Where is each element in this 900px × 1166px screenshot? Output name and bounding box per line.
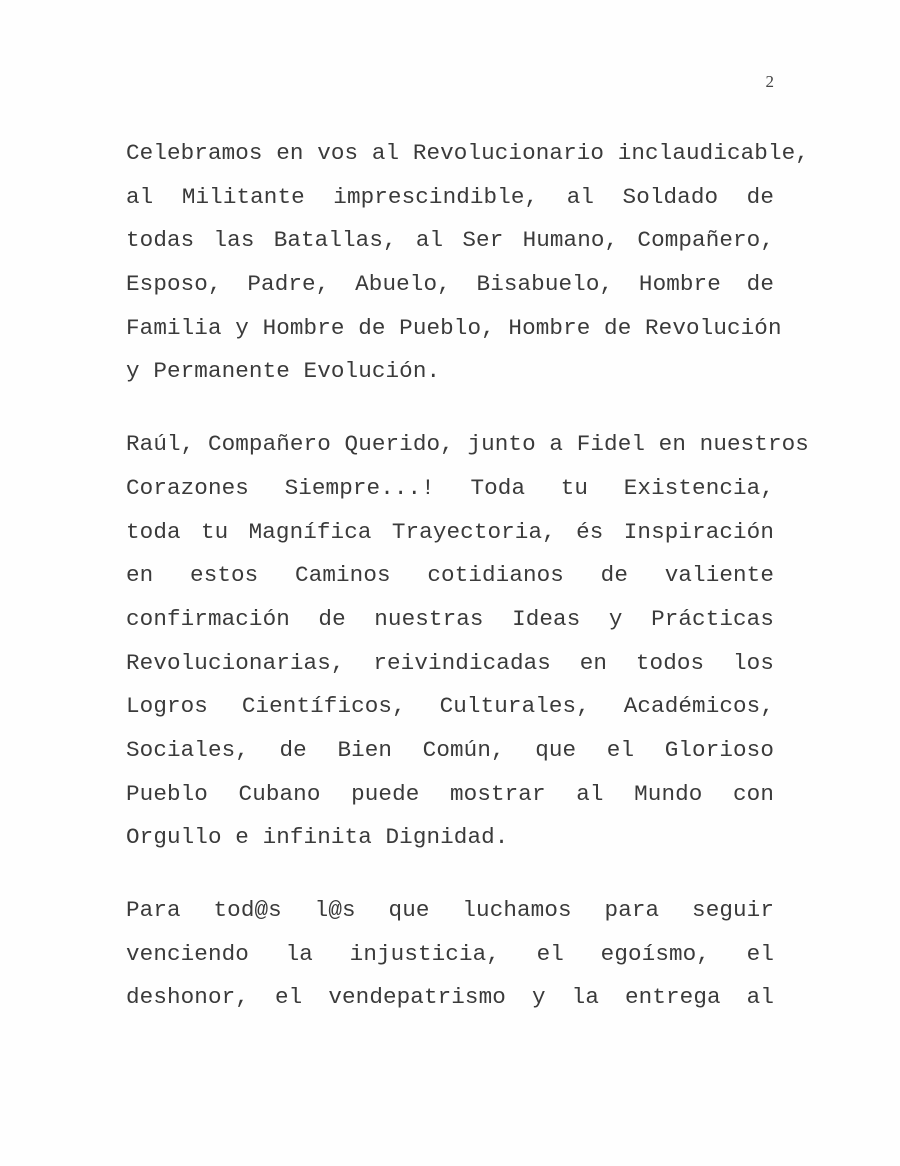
text-line: confirmación de nuestras Ideas y Prácticas	[126, 605, 774, 632]
page-number: 2	[765, 72, 774, 91]
text-line: Raúl, Compañero Querido, junto a Fidel en nuestros	[126, 431, 809, 458]
text-line: todas las Batallas, al Ser Humano, Compañero,	[126, 227, 774, 254]
text-line: Celebramos en vos al Revolucionario inclaudicable,	[126, 140, 809, 166]
text-line: Esposo, Padre, Abuelo, Bisabuelo, Hombre de	[126, 271, 774, 298]
text-line: en estos Caminos cotidianos de valiente	[126, 562, 774, 589]
text-line: y Permanente Evolución.	[126, 358, 441, 385]
paragraph-2	[126, 423, 809, 860]
text-line: Revolucionarias, reivindicadas en todos los	[126, 649, 774, 676]
text-line: Orgullo e infinita Dignidad.	[126, 824, 509, 851]
text-line: Familia y Hombre de Pueblo, Hombre de Revolución	[126, 314, 782, 341]
document-body	[126, 132, 809, 1049]
text-line: venciendo la injusticia, el egoísmo, el	[126, 940, 774, 967]
paragraph-1	[126, 132, 809, 394]
text-line: deshonor, el vendepatrismo y la entrega al	[126, 984, 774, 1011]
text-line: Sociales, de Bien Común, que el Glorioso	[126, 736, 774, 763]
text-line: Pueblo Cubano puede mostrar al Mundo con	[126, 780, 774, 807]
paragraph-3	[126, 889, 774, 1020]
text-line: toda tu Magnífica Trayectoria, és Inspiración	[126, 518, 774, 545]
text-line: Para tod@s l@s que luchamos para seguir	[126, 897, 774, 923]
text-line: Logros Científicos, Culturales, Académicos,	[126, 693, 774, 720]
text-line: Corazones Siempre...! Toda tu Existencia,	[126, 474, 774, 501]
text-line: al Militante imprescindible, al Soldado de	[126, 183, 774, 210]
